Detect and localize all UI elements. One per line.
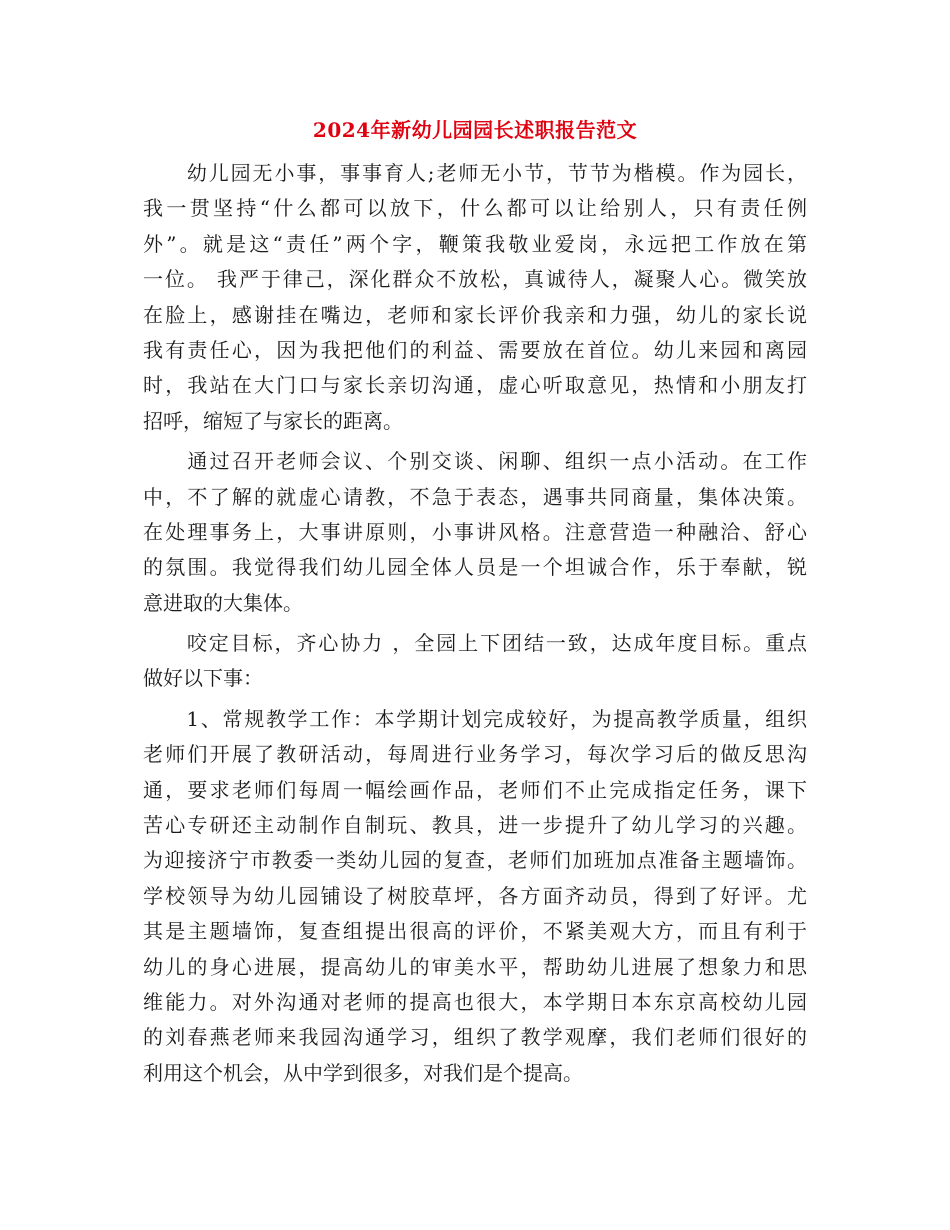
text-line: 意进取的大集体。 — [143, 590, 303, 615]
text-line: 外”。就是这“责任”两个字，鞭策我敬业爱岗，永远把工作放在第 — [143, 231, 807, 256]
text-line: 的氛围。我觉得我们幼儿园全体人员是一个坦诚合作，乐于奉献，锐 — [143, 555, 807, 580]
document-body — [143, 156, 807, 1091]
text-line: 为迎接济宁市教委一类幼儿园的复查，老师们加班加点准备主题墙饰。 — [143, 848, 807, 873]
text-line: 幼儿的身心进展，提高幼儿的审美水平，帮助幼儿进展了想象力和思 — [143, 954, 807, 979]
text-line: 咬定目标，齐心协力 ，全园上下团结一致，达成年度目标。重点 — [143, 631, 807, 656]
text-line: 我一贯坚持“什么都可以放下，什么都可以让给别人，只有责任例 — [143, 196, 807, 221]
text-line: 时，我站在大门口与家长亲切沟通，虚心听取意见，热情和小朋友打 — [143, 373, 807, 398]
text-line: 利用这个机会，从中学到很多，对我们是个提高。 — [143, 1060, 583, 1085]
text-line: 在脸上，感谢挂在嘴边，老师和家长评价我亲和力强，幼儿的家长说 — [143, 302, 807, 327]
text-line: 学校领导为幼儿园铺设了树胶草坪，各方面齐动员，得到了好评。尤 — [143, 883, 807, 908]
text-line: 通，要求老师们每周一幅绘画作品，老师们不止完成指定任务，课下 — [143, 777, 807, 802]
text-line: 幼儿园无小事，事事育人;老师无小节，节节为楷模。作为园长， — [143, 161, 807, 185]
text-line: 其是主题墙饰，复查组提出很高的评价，不紧美观大方，而且有利于 — [143, 919, 807, 944]
text-line: 的刘春燕老师来我园沟通学习，组织了教学观摩，我们老师们很好的 — [143, 1025, 807, 1050]
paragraph — [143, 156, 807, 439]
text-line: 招呼，缩短了与家长的距离。 — [143, 408, 403, 433]
text-line: 做好以下事： — [143, 666, 263, 691]
paragraph — [143, 626, 807, 697]
paragraph — [143, 702, 807, 1091]
text-line: 老师们开展了教研活动，每周进行业务学习，每次学习后的做反思沟 — [143, 742, 807, 767]
text-line: 在处理事务上，大事讲原则，小事讲风格。注意营造一种融洽、舒心 — [143, 519, 807, 544]
text-line: 中，不了解的就虚心请教，不急于表态，遇事共同商量，集体决策。 — [143, 484, 807, 509]
document-title: 2024年新幼儿园园长述职报告范文 — [312, 118, 638, 142]
paragraph — [143, 444, 807, 621]
text-line: 1、常规教学工作：本学期计划完成较好，为提高教学质量，组织 — [143, 706, 807, 731]
text-line: 维能力。对外沟通对老师的提高也很大，本学期日本东京高校幼儿园 — [143, 989, 807, 1014]
text-line: 一位。 我严于律己，深化群众不放松，真诚待人，凝聚人心。微笑放 — [143, 267, 807, 292]
text-line: 通过召开老师会议、个别交谈、闲聊、组织一点小活动。在工作 — [143, 449, 807, 474]
text-line: 我有责任心，因为我把他们的利益、需要放在首位。幼儿来园和离园 — [143, 337, 807, 362]
text-line: 苦心专研还主动制作自制玩、教具，进一步提升了幼儿学习的兴趣。 — [143, 813, 807, 838]
